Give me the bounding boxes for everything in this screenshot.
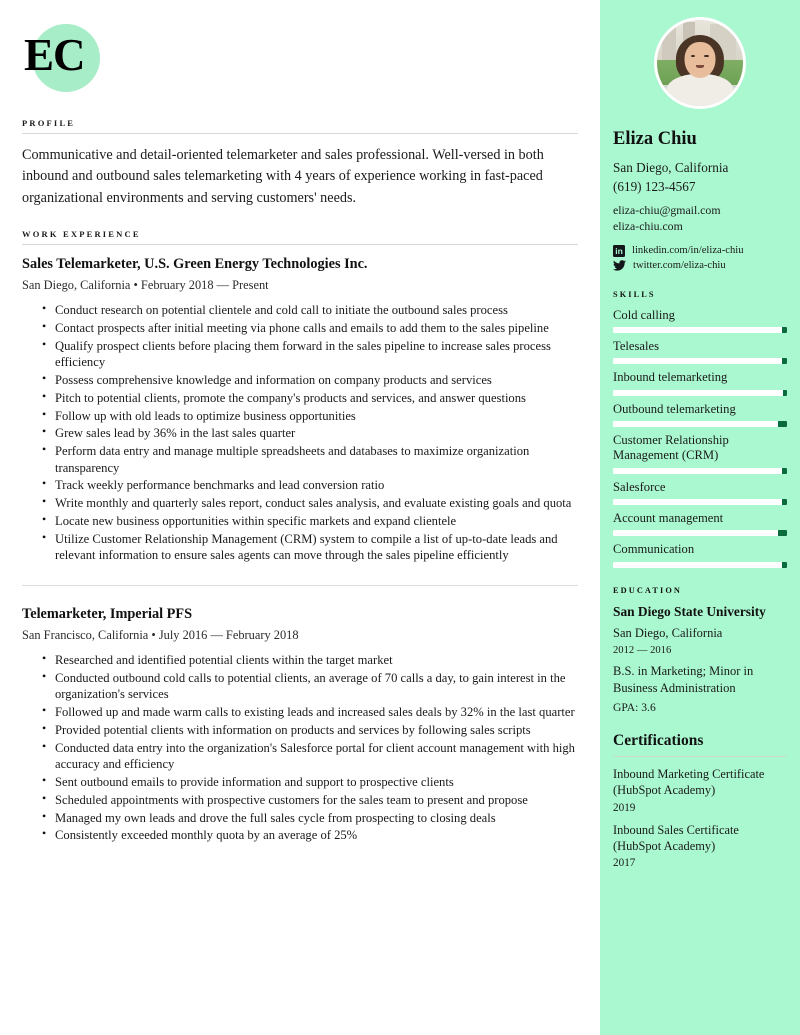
social-link-twitter[interactable] [613, 260, 787, 272]
certification-name: Inbound Marketing Certificate (HubSpot Academy) [613, 766, 765, 797]
linkedin-icon: in [613, 245, 625, 257]
avatar [654, 17, 746, 109]
skill-bar-fill [782, 562, 787, 568]
skill-item [613, 339, 787, 364]
job-location-dates: San Diego, California • February 2018 — Present [22, 277, 269, 292]
social-link-linkedin[interactable] [613, 245, 787, 257]
job-bullet: • Possess comprehensive knowledge and information on company products and services [42, 372, 578, 388]
skill-bar-track [613, 390, 787, 396]
job-bullet: • Provided potential clients with information on products and services by following sales scripts [42, 722, 578, 738]
skill-bar-fill [782, 468, 787, 474]
job-title: Sales Telemarketer, U.S. Green Energy Technologies Inc. [22, 255, 368, 272]
contact-location: San Diego, California [613, 160, 729, 175]
job-bullet-list [22, 652, 578, 844]
avatar-background-building [662, 27, 676, 61]
skill-item [613, 511, 787, 536]
twitter-icon [613, 260, 626, 272]
job-bullet: • Sent outbound emails to provide information and support to prospective clients [42, 774, 578, 790]
skill-bar-fill [782, 499, 787, 505]
job-bullet: • Contact prospects after initial meeting via phone calls and emails to add them to the sales pipeline [42, 320, 578, 336]
skill-label: Communication [613, 542, 695, 557]
skill-bar-fill [783, 390, 787, 396]
avatar-mouth [696, 65, 704, 68]
skill-bar-track [613, 530, 787, 536]
job-bullet: • Write monthly and quarterly sales report, conduct sales analysis, and evaluate existing goals and quota [42, 495, 578, 511]
monogram-logo [22, 22, 102, 100]
resume-sidebar [600, 0, 800, 1035]
avatar-face [685, 42, 716, 78]
section-divider-work-experience [22, 244, 578, 245]
job-location-dates: San Francisco, California • July 2016 — February 2018 [22, 627, 299, 642]
social-link-label: twitter.com/eliza-chiu [633, 260, 726, 272]
skill-item [613, 402, 787, 427]
job-bullet: • Conducted data entry into the organization's Salesforce portal for client account management with high accuracy and efficiency [42, 740, 578, 773]
section-label-work-experience: WORK EXPERIENCE [22, 228, 141, 239]
spacer [613, 235, 787, 242]
skill-item [613, 308, 787, 333]
job-bullet: • Scheduled appointments with prospective customers for the sales team to present and propose [42, 792, 578, 808]
job-bullet: • Track weekly performance benchmarks and lead conversion ratio [42, 477, 578, 493]
section-heading-certifications: Certifications [613, 731, 704, 749]
job-entry [22, 256, 578, 564]
job-bullet: • Pitch to potential clients, promote the company's products and services, and answer questions [42, 390, 578, 406]
section-label-skills: SKILLS [613, 289, 656, 299]
job-bullet: • Researched and identified potential clients within the target market [42, 652, 578, 668]
skill-item [613, 433, 787, 474]
section-divider-certifications [613, 756, 787, 757]
certification-year: 2019 [613, 801, 636, 814]
education-location: San Diego, California [613, 626, 723, 641]
profile-summary-text: Communicative and detail-oriented telemarketer and sales professional. Well-versed in both inbound and outbound sales telemarketing with 4 years of experience working in fast-paced organizational environments and serving customers' needs. [22, 147, 544, 206]
logo-initials: EC [24, 30, 85, 80]
section-label-education: EDUCATION [613, 585, 682, 595]
job-bullet-list [22, 302, 578, 564]
job-bullet: • Qualify prospect clients before placing them forward in the sales pipeline to increase sales process efficiency [42, 338, 578, 371]
job-title: Telemarketer, Imperial PFS [22, 605, 193, 622]
certification-year: 2017 [613, 857, 636, 870]
certification-item [613, 767, 787, 814]
skill-label: Account management [613, 511, 724, 526]
certification-item [613, 823, 787, 870]
skill-bar-fill [782, 358, 787, 364]
job-bullet: • Conduct research on potential clientele and cold call to initiate the outbound sales process [42, 302, 578, 318]
skill-bar-track [613, 421, 787, 427]
skill-bar-fill [778, 530, 787, 536]
social-link-label: linkedin.com/in/eliza-chiu [632, 245, 744, 257]
education-gpa: GPA: 3.6 [613, 700, 656, 714]
skill-label: Inbound telemarketing [613, 370, 728, 385]
skill-label: Salesforce [613, 479, 666, 494]
avatar-shirt [666, 74, 733, 109]
skill-bar-fill [778, 421, 787, 427]
job-bullet: • Conducted outbound cold calls to potential clients, an average of 70 calls a day, to gain interest in the organization's services [42, 670, 578, 703]
skill-item [613, 480, 787, 505]
section-divider-profile [22, 133, 578, 134]
section-label-profile: PROFILE [22, 118, 76, 128]
job-bullet: • Locate new business opportunities within specific markets and expand clientele [42, 513, 578, 529]
job-divider [22, 585, 578, 586]
skill-bar-track [613, 327, 787, 333]
skill-bar-fill [782, 327, 787, 333]
contact-email[interactable]: eliza-chiu@gmail.com [613, 203, 721, 218]
education-dates: 2012 — 2016 [613, 645, 672, 657]
job-bullet: • Followed up and made warm calls to existing leads and increased sales deals by 32% in the last quarter [42, 704, 578, 720]
skill-label: Outbound telemarketing [613, 401, 736, 416]
education-degree: B.S. in Marketing; Minor in Business Administration [613, 664, 754, 695]
job-bullet: • Utilize Customer Relationship Management (CRM) system to compile a list of up-to-date leads and relevant information to ensure sales agents can move through the sales pipeline efficiently [42, 531, 578, 564]
contact-phone[interactable]: (619) 123-4567 [613, 178, 696, 194]
skill-label: Cold calling [613, 307, 675, 322]
education-school: San Diego State University [613, 603, 766, 619]
contact-website[interactable]: eliza-chiu.com [613, 219, 683, 234]
job-bullet: • Grew sales lead by 36% in the last sales quarter [42, 425, 578, 441]
skill-bar-track [613, 358, 787, 364]
skill-item [613, 370, 787, 395]
skill-label: Customer Relationship Management (CRM) [613, 433, 729, 463]
job-entry [22, 606, 578, 844]
job-bullet: • Consistently exceeded monthly quota by an average of 25% [42, 827, 578, 843]
skill-bar-track [613, 499, 787, 505]
skill-label: Telesales [613, 338, 659, 353]
certification-name: Inbound Sales Certificate (HubSpot Academy) [613, 822, 739, 853]
job-bullet: • Perform data entry and manage multiple spreadsheets and databases to maximize organization transparency [42, 443, 578, 476]
job-bullet: • Follow up with old leads to optimize business opportunities [42, 408, 578, 424]
spacer [613, 196, 787, 203]
skill-bar-track [613, 562, 787, 568]
skill-bar-track [613, 468, 787, 474]
person-name: Eliza Chiu [613, 129, 697, 149]
job-bullet: • Managed my own leads and drove the full sales cycle from prospecting to closing deals [42, 810, 578, 826]
skill-item [613, 542, 787, 567]
